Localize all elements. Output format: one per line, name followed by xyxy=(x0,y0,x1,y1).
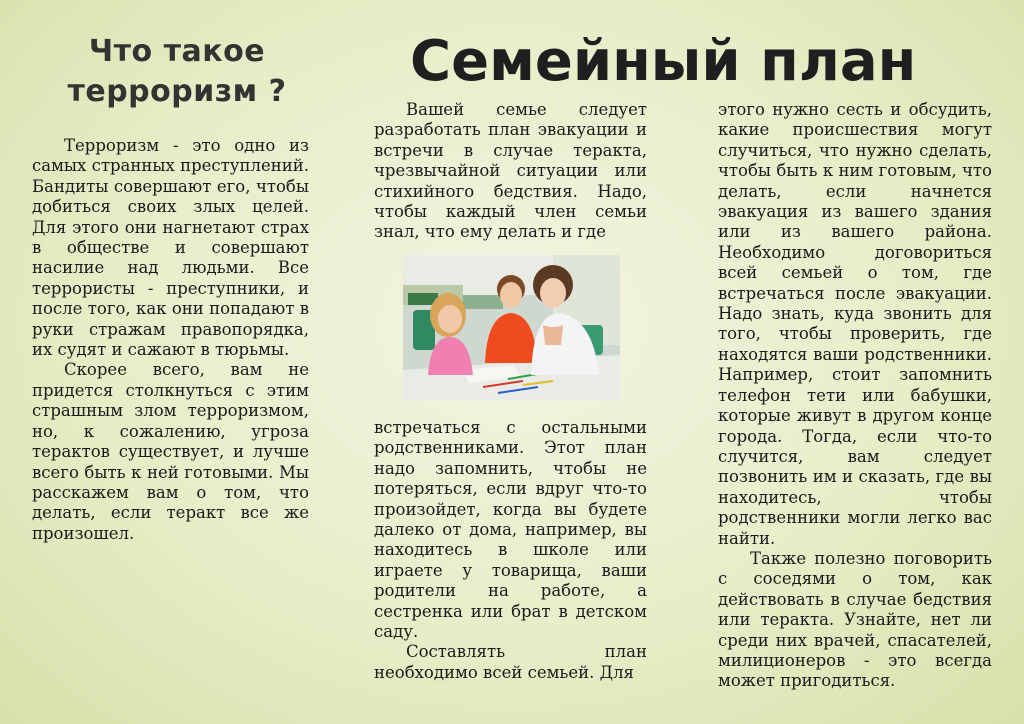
paragraph: Скорее всего, вам не придется столкнуться с этим страшным злом терроризмом, но, к сожалению, угроза терактов существует, и лучше всего быть к ней готовыми. Мы расскажем вам о том, что делать, если теракт все же произошел. xyxy=(32,360,309,543)
family-photo xyxy=(403,255,620,400)
section-heading-line2: терроризм ? xyxy=(67,74,287,109)
column-right xyxy=(718,100,992,692)
column-middle-top xyxy=(374,100,647,243)
paragraph: Также полезно поговорить с соседями о том, как действовать в случае бедствия или теракта. Узнайте, нет ли среди них врачей, спасателей, милиционеров - это всегда может пригодиться. xyxy=(718,548,992,691)
paragraph: Вашей семье следует разработать план эвакуации и встречи в случае теракта, чрезвычайной ситуации или стихийного бедствия. Надо, чтобы каждый член семьи знал, что ему делать и где xyxy=(374,100,647,242)
column-middle-bottom xyxy=(374,418,647,683)
paragraph: этого нужно сесть и обсудить, какие происшествия могут случиться, что нужно сделать, чтобы быть к ним готовым, что делать, если начнется эвакуация из вашего здания или из вашего района. Необходимо договориться всей семьей о том, где встречаться после эвакуации. Надо знать, куда звонить для того, чтобы проверить, где находятся ваши родственники. Например, стоит запомнить телефон тети или бабушки, которые живут в другом конце города. Тогда, если что-то случится, вам следует позвонить им и сказать, где вы находитесь, чтобы родственники могли легко вас найти. xyxy=(718,100,992,548)
paragraph: Терроризм - это одно из самых странных преступлений. Бандиты совершают его, чтобы добиться своих злых целей. Для этого они нагнетают страх в обществе и совершают насилие над людьми. Все террористы - преступники, и после того, как они попадают в руки стражам правопорядка, их судят и сажают в тюрьмы. xyxy=(32,136,309,360)
page-title: Семейный план xyxy=(410,29,917,94)
paragraph: Составлять план необходимо всей семьей. Для xyxy=(374,642,647,682)
column-left xyxy=(32,136,309,544)
paragraph: встречаться с остальными родственниками. Этот план надо запомнить, чтобы не потеряться, если вдруг что-то произойдет, когда вы будете далеко от дома, например, вы находитесь в школе или играете у товарища, ваши родители на работе, а сестренка или брат в детском саду. xyxy=(374,418,647,642)
section-heading xyxy=(52,32,302,112)
section-heading-line1: Что такое xyxy=(88,34,266,69)
